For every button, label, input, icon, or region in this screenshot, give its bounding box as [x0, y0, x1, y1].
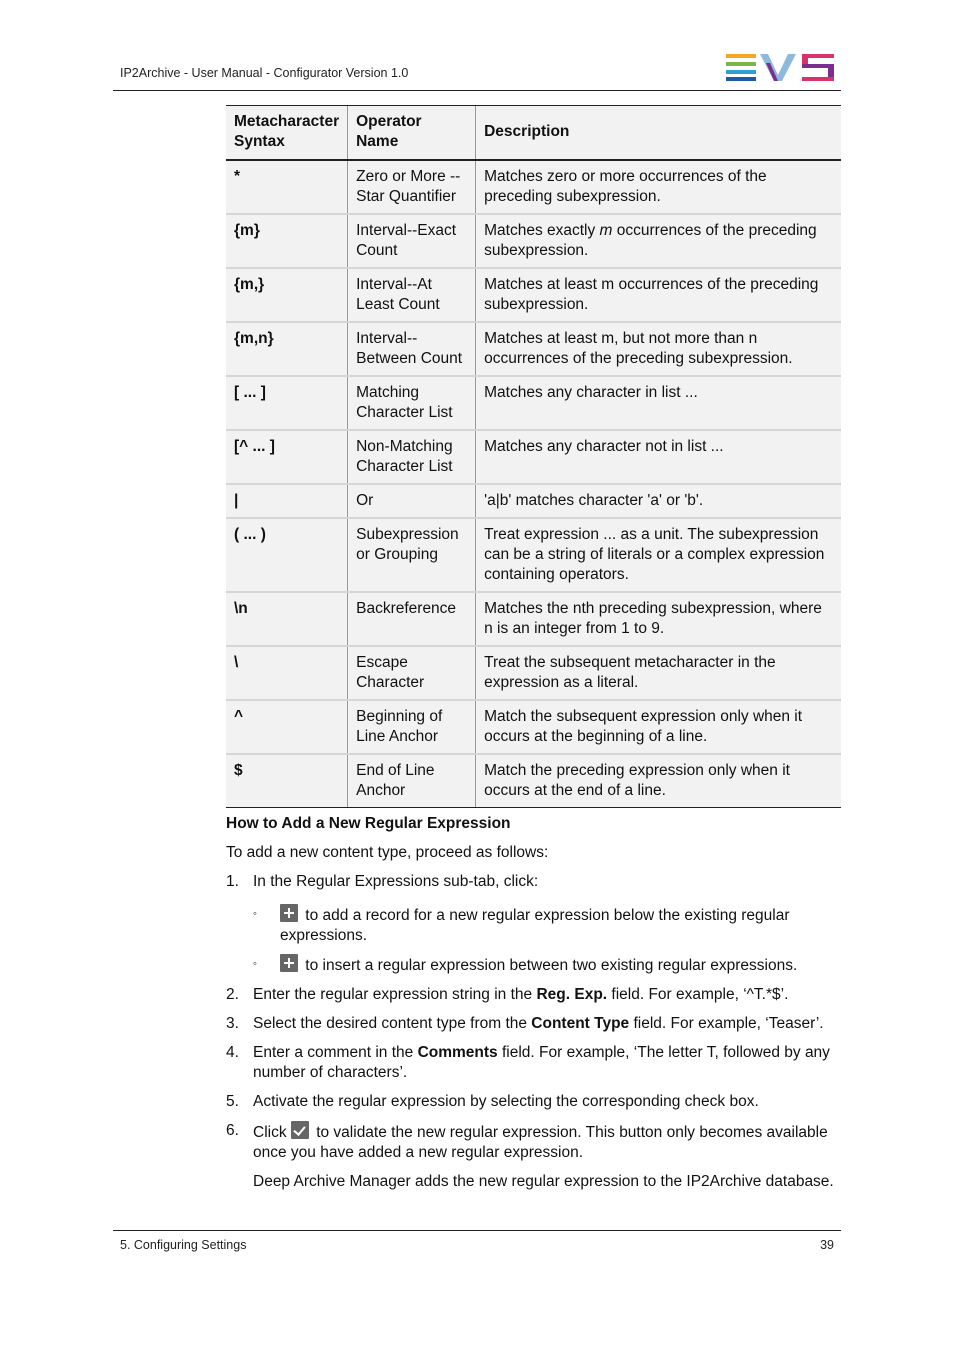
operator-cell: Interval--Exact Count — [348, 214, 476, 268]
table-row — [226, 754, 841, 808]
table-row — [226, 322, 841, 376]
how-to-section — [226, 814, 841, 1201]
footer-chapter: 5. Configuring Settings — [120, 1238, 247, 1252]
step-number: 2. — [226, 986, 239, 1003]
description-cell: Matches the nth preceding subexpression, where n is an integer from 1 to 9. — [476, 592, 841, 646]
operator-cell: Non-Matching Character List — [348, 430, 476, 484]
step-text: to validate the new regular expression. This button only becomes available once you have added a new regular expression. — [253, 1124, 828, 1161]
description-cell: 'a|b' matches character 'a' or 'b'. — [476, 484, 841, 518]
field-name: Reg. Exp. — [536, 986, 608, 1003]
operator-cell: End of Line Anchor — [348, 754, 476, 808]
step-number: 1. — [226, 873, 239, 890]
step-item — [226, 1121, 841, 1192]
step-number: 5. — [226, 1093, 239, 1110]
step-item — [226, 1014, 841, 1034]
column-header-description: Description — [476, 106, 841, 161]
sub-bullet-text: to add a record for a new regular expression below the existing regular expressions. — [280, 907, 790, 944]
step-text: Select the desired content type from the — [253, 1015, 532, 1032]
bullet-marker: ◦ — [253, 958, 257, 970]
page-number: 39 — [820, 1238, 834, 1252]
syntax-cell: {m,} — [226, 268, 348, 322]
description-cell — [476, 214, 841, 268]
step-item — [226, 985, 841, 1005]
column-header-syntax: Metacharacter Syntax — [226, 106, 348, 161]
syntax-cell: $ — [226, 754, 348, 808]
operator-cell: Zero or More -- Star Quantifier — [348, 160, 476, 214]
description-cell: Matches at least m occurrences of the preceding subexpression. — [476, 268, 841, 322]
step-item — [226, 1092, 841, 1112]
operator-cell: Or — [348, 484, 476, 518]
add-record-icon — [280, 904, 298, 922]
description-cell: Matches any character in list ... — [476, 376, 841, 430]
header-title: IP2Archive - User Manual - Configurator Version 1.0 — [120, 66, 409, 80]
table-row — [226, 592, 841, 646]
operator-cell: Beginning of Line Anchor — [348, 700, 476, 754]
sub-bullet-item — [253, 904, 841, 946]
description-cell: Matches zero or more occurrences of the preceding subexpression. — [476, 160, 841, 214]
description-text: occurrences of the preceding subexpression. — [484, 222, 817, 259]
description-cell: Treat expression ... as a unit. The subexpression can be a string of literals or a complex expression containing operators. — [476, 518, 841, 592]
step-text: Enter a comment in the — [253, 1044, 418, 1061]
syntax-cell: ^ — [226, 700, 348, 754]
step-result: Deep Archive Manager adds the new regular expression to the IP2Archive database. — [253, 1173, 834, 1190]
insert-record-icon — [280, 954, 298, 972]
description-cell: Matches any character not in list ... — [476, 430, 841, 484]
table-row — [226, 160, 841, 214]
step-number: 6. — [226, 1122, 239, 1139]
step-text: In the Regular Expressions sub-tab, click: — [253, 873, 539, 890]
step-text: Enter the regular expression string in the — [253, 986, 537, 1003]
steps-list — [226, 872, 841, 1192]
syntax-cell: ( ... ) — [226, 518, 348, 592]
table-row — [226, 646, 841, 700]
syntax-cell: [ ... ] — [226, 376, 348, 430]
sub-bullet-text: to insert a regular expression between two existing regular expressions. — [301, 957, 798, 974]
table-header-row — [226, 106, 841, 161]
table-row — [226, 214, 841, 268]
column-header-operator: Operator Name — [348, 106, 476, 161]
metacharacter-table — [226, 105, 841, 808]
syntax-cell: {m} — [226, 214, 348, 268]
table-row — [226, 518, 841, 592]
syntax-cell: \ — [226, 646, 348, 700]
field-name: Content Type — [531, 1015, 630, 1032]
section-intro: To add a new content type, proceed as follows: — [226, 844, 549, 861]
validate-icon — [291, 1121, 309, 1139]
description-cell: Matches at least m, but not more than n occurrences of the preceding subexpression. — [476, 322, 841, 376]
description-cell: Match the preceding expression only when it occurs at the end of a line. — [476, 754, 841, 808]
step-item — [226, 872, 841, 976]
description-text: Matches exactly — [484, 222, 600, 239]
step-text: field. For example, ‘Teaser’. — [629, 1015, 824, 1032]
footer-divider — [113, 1230, 841, 1231]
field-name: Comments — [417, 1044, 498, 1061]
sub-bullet-list — [253, 904, 841, 976]
operator-cell: Escape Character — [348, 646, 476, 700]
syntax-cell: \n — [226, 592, 348, 646]
step-text: field. For example, ‘^T.*$’. — [607, 986, 789, 1003]
table-row — [226, 700, 841, 754]
step-number: 4. — [226, 1044, 239, 1061]
table-row — [226, 376, 841, 430]
syntax-cell: {m,n} — [226, 322, 348, 376]
operator-cell: Matching Character List — [348, 376, 476, 430]
step-number: 3. — [226, 1015, 239, 1032]
header-divider — [113, 90, 841, 91]
bullet-marker: ◦ — [253, 908, 257, 920]
step-text: Activate the regular expression by selecting the corresponding check box. — [253, 1093, 759, 1110]
table-row — [226, 484, 841, 518]
sub-bullet-item — [253, 954, 841, 976]
step-text: Click — [253, 1124, 291, 1141]
syntax-cell: [^ ... ] — [226, 430, 348, 484]
description-cell: Treat the subsequent metacharacter in the expression as a literal. — [476, 646, 841, 700]
table-row — [226, 430, 841, 484]
evs-logo — [726, 53, 834, 81]
section-heading: How to Add a New Regular Expression — [226, 815, 511, 832]
operator-cell: Subexpression or Grouping — [348, 518, 476, 592]
description-cell: Match the subsequent expression only when it occurs at the beginning of a line. — [476, 700, 841, 754]
syntax-cell: * — [226, 160, 348, 214]
description-emphasis: m — [599, 222, 613, 239]
operator-cell: Interval-- Between Count — [348, 322, 476, 376]
step-text: field. For example, ‘The letter T, followed by any number of characters’. — [253, 1044, 830, 1081]
table-row — [226, 268, 841, 322]
syntax-cell: | — [226, 484, 348, 518]
operator-cell: Backreference — [348, 592, 476, 646]
step-item — [226, 1043, 841, 1083]
operator-cell: Interval--At Least Count — [348, 268, 476, 322]
